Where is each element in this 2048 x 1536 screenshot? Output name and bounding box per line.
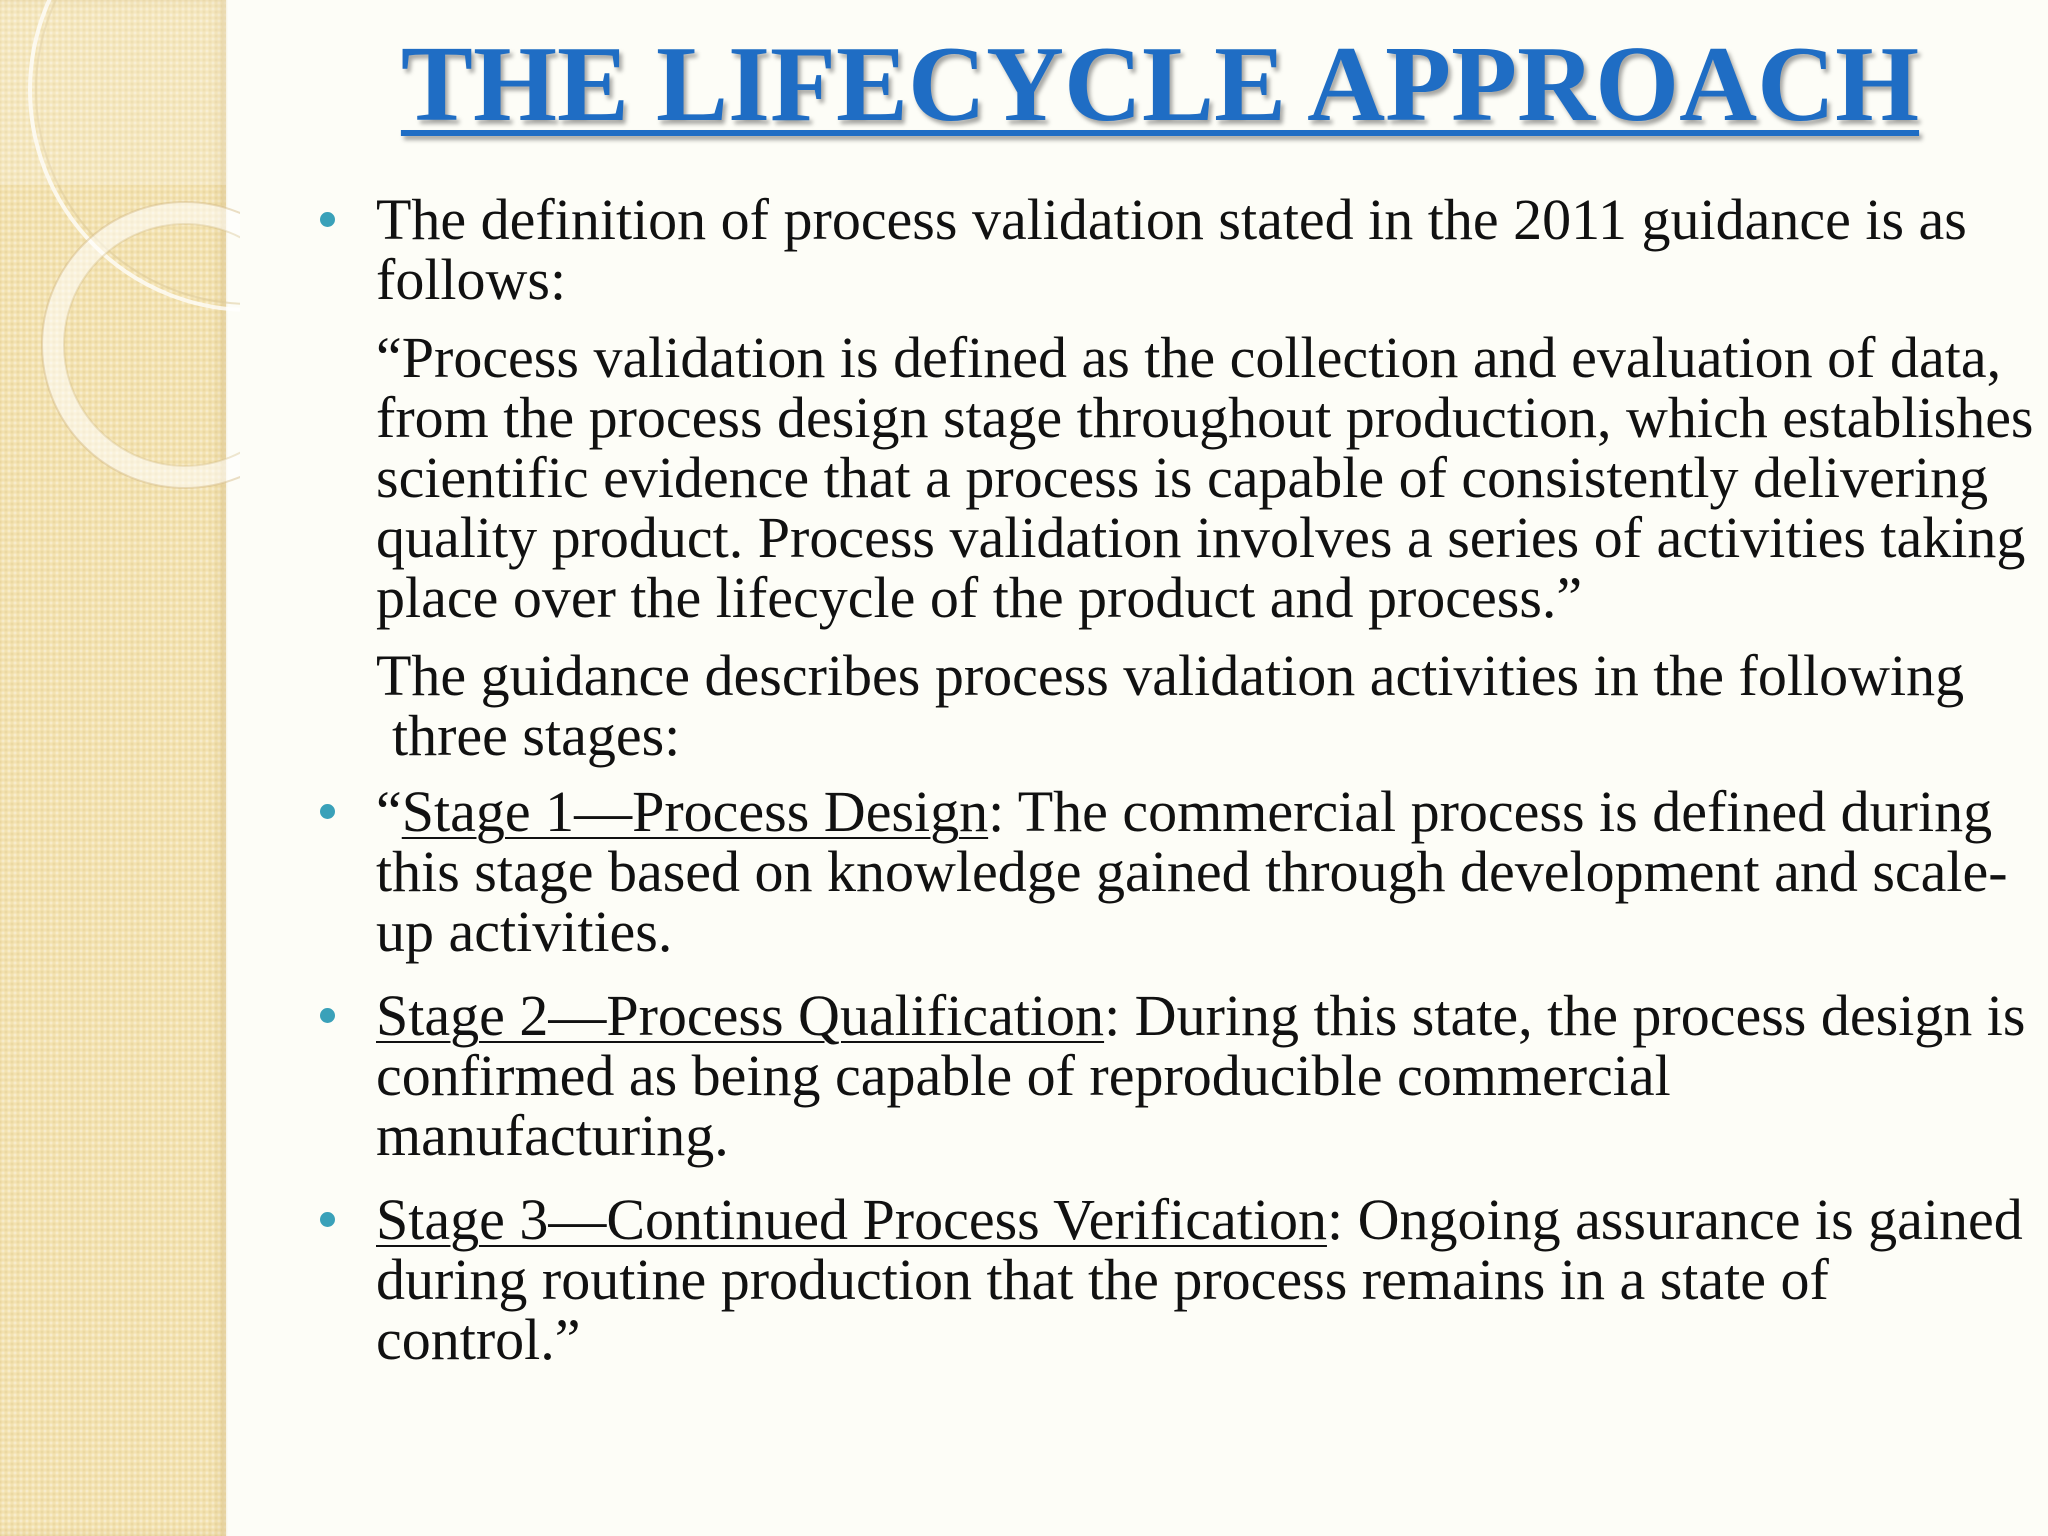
stage-1-name: Stage 1—Process Design <box>401 779 989 844</box>
quote-paragraph <box>376 325 2036 630</box>
stage-3-text: : Ongoing assurance is gained during routine production that the process remains in a state of control.” <box>376 1187 2023 1372</box>
bullet-icon <box>320 1212 335 1227</box>
definition-text: The definition of process validation stated in the 2011 guidance is as follows: <box>376 187 1967 312</box>
stages-intro-text: The guidance describes process validation activities in the following three stages: <box>376 643 1965 768</box>
slide-body <box>376 187 2036 1372</box>
bullet-icon <box>320 1008 335 1023</box>
stage-1-text: : The commercial process is defined during this stage based on knowledge gained through development and scale-up activities. <box>376 779 2008 964</box>
bullet-icon <box>320 212 335 227</box>
stage-1-prefix: “ <box>376 779 402 844</box>
bullet-stage-1 <box>376 779 2036 964</box>
bullet-stage-3 <box>376 1187 2036 1372</box>
stage-2-text: : During this state, the process design is confirmed as being capable of reproducible commercial manufacturing. <box>376 983 2026 1168</box>
bullet-paragraph-definition <box>376 187 2036 312</box>
bullet-stage-2 <box>376 983 2036 1168</box>
slide-title: THE LIFECYCLE APPROACH <box>400 25 1920 144</box>
stage-2-name: Stage 2—Process Qualification <box>376 983 1105 1048</box>
bullet-icon <box>320 804 335 819</box>
stages-intro-paragraph <box>376 643 2036 768</box>
stage-3-name: Stage 3—Continued Process Verification <box>376 1187 1327 1252</box>
quote-text: “Process validation is defined as the collection and evaluation of data, from the process design stage throughout production, which establishes scientific evidence that a process is capable of consistently delivering quality product. Process validation involves a series of activities taking place over the lifecycle of the product and process.” <box>376 325 2034 630</box>
